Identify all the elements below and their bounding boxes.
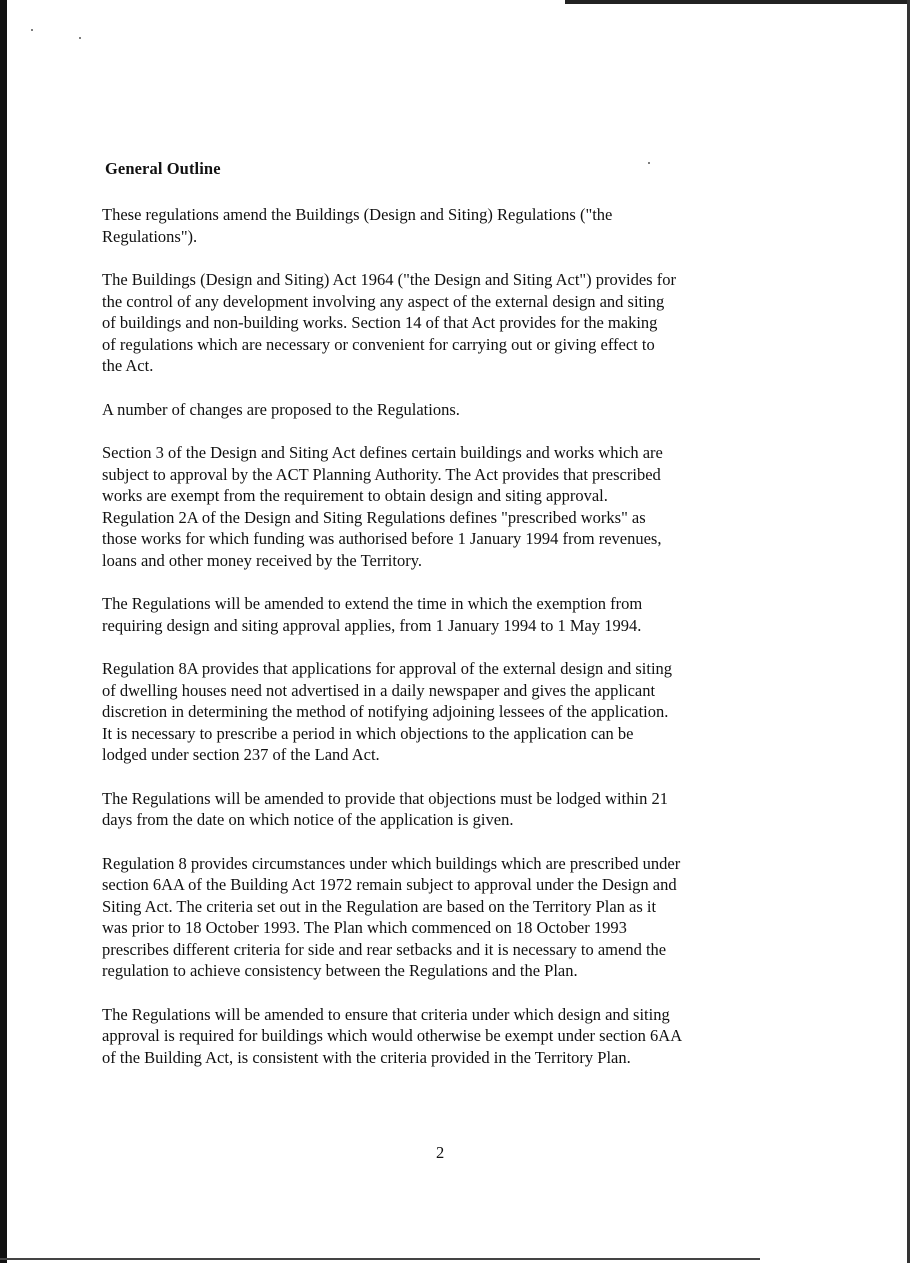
page-number: 2: [436, 1143, 445, 1162]
scan-border-top: [565, 0, 910, 4]
scan-speck: [648, 162, 650, 164]
paragraph: The Buildings (Design and Siting) Act 1964 ("the Design and Siting Act") provides for the control of any development involving any aspect of the external design and siting of buildings and non-building works. Section 14 of that Act provides for the making of regulations which are necessary or convenient for carrying out or giving effect to the Act.: [102, 270, 676, 375]
paragraph: These regulations amend the Buildings (Design and Siting) Regulations ("the Regulations").: [102, 205, 613, 246]
paragraph: The Regulations will be amended to ensure that criteria under which design and siting approval is required for buildings which would otherwise be exempt under section 6AA of the Building Act, is consistent with the criteria provided in the Territory Plan.: [102, 1004, 683, 1067]
paragraph: The Regulations will be amended to extend the time in which the exemption from requiring design and siting approval applies, from 1 January 1994 to 1 May 1994.: [102, 594, 643, 635]
paragraph: Regulation 8 provides circumstances under which buildings which are prescribed under section 6AA of the Building Act 1972 remain subject to approval under the Design and Siting Act. The criteria set out in the Regulation are based on the Territory Plan as it was prior to 18 October 1993. The Plan which commenced on 18 October 1993 prescribes different criteria for side and rear setbacks and it is necessary to amend the regulation to achieve consistency between the Regulations and the Plan.: [102, 853, 681, 980]
paragraph: A number of changes are proposed to the Regulations.: [102, 399, 460, 419]
paragraph: Section 3 of the Design and Siting Act defines certain buildings and works which are subject to approval by the ACT Planning Authority. The Act provides that prescribed works are exempt from the requirement to obtain design and siting approval. Regulation 2A of the Design and Siting Regulations defines "prescribed works" as those works for which funding was authorised before 1 January 1994 from revenues, loans and other money received by the Territory.: [102, 443, 663, 570]
scan-speck: [79, 37, 81, 39]
scan-border-left: [0, 0, 7, 1263]
document-body: [102, 204, 802, 1090]
paragraph: Regulation 8A provides that applications for approval of the external design and siting of dwelling houses need not advertised in a daily newspaper and gives the applicant discretion in determining the method of notifying adjoining lessees of the application. It is necessary to prescribe a period in which objections to the application can be lodged under section 237 of the Land Act.: [102, 659, 673, 764]
paragraph: The Regulations will be amended to provide that objections must be lodged within 21 days from the date on which notice of the application is given.: [102, 788, 668, 829]
scan-border-bottom: [0, 1258, 760, 1260]
section-heading: General Outline: [105, 159, 221, 178]
scan-speck: [31, 29, 33, 31]
